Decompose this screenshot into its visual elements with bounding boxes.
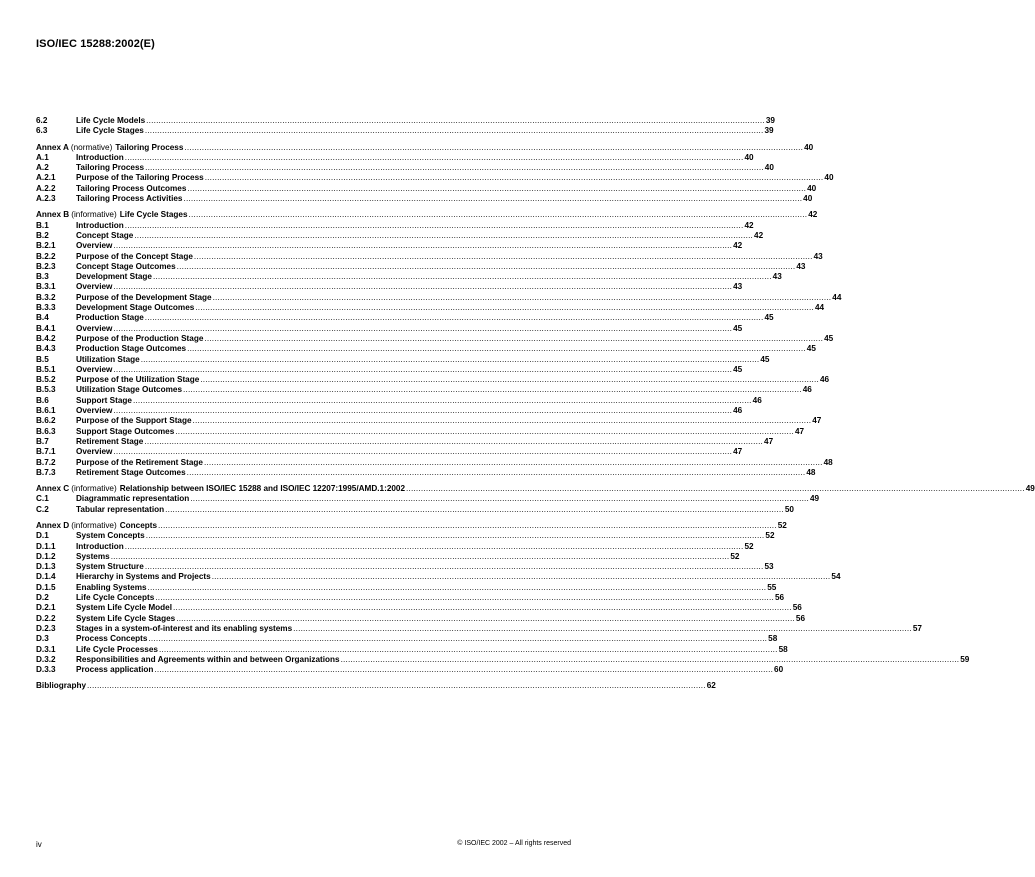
dot-leader (183, 385, 802, 395)
entry-number: B.7.3 (36, 467, 56, 477)
entry-title: System Life Cycle Model (76, 603, 173, 613)
entry-page-number: 44 (814, 303, 825, 313)
entry-title: Overview (76, 406, 113, 416)
entry-number: B.4.2 (36, 333, 56, 343)
entry-number: B.3.2 (36, 292, 56, 302)
entry-title: Tabular representation (76, 504, 165, 514)
dot-leader (153, 272, 772, 282)
entry-number: C.1 (36, 494, 49, 504)
entry-title: Concept Stage Outcomes (76, 261, 176, 271)
entry-title: Concept Stage (76, 230, 134, 240)
entry-number: B.4 (36, 313, 49, 323)
entry-number: D.2.2 (36, 613, 56, 623)
entry-title: Systems (76, 551, 110, 561)
dot-leader (111, 552, 730, 562)
entry-title: Support Stage Outcomes (76, 426, 175, 436)
entry-number: D.1 (36, 531, 49, 541)
dot-leader (155, 593, 774, 603)
toc-entry[interactable] (36, 241, 743, 251)
annex-title: Tailoring Process (115, 142, 184, 152)
toc-entry[interactable] (36, 395, 762, 406)
dot-leader (195, 303, 814, 313)
annex-kind: (informative) (71, 210, 117, 220)
entry-title: Process Concepts (76, 634, 148, 644)
dot-leader (125, 221, 744, 231)
entry-number: D.1.3 (36, 562, 56, 572)
dot-leader (173, 603, 792, 613)
toc-annex-entry[interactable] (36, 520, 787, 531)
toc-entry[interactable] (36, 613, 806, 624)
entry-page-number: 55 (767, 582, 777, 592)
entry-title: Life Cycle Stages (76, 126, 144, 136)
dot-leader (187, 184, 806, 194)
entry-title: Retirement Stage (76, 436, 144, 446)
entry-page-number: 43 (796, 261, 806, 271)
toc-entry[interactable] (36, 457, 833, 468)
entry-title: Purpose of the Utilization Stage (76, 375, 200, 385)
entry-title: Retirement Stage Outcomes (76, 467, 186, 477)
entry-page-number: 40 (764, 163, 774, 173)
dot-leader (133, 396, 752, 406)
entry-page-number: 40 (807, 183, 817, 193)
entry-number: D.1.1 (36, 541, 56, 551)
entry-title: Hierarchy in Systems and Projects (76, 572, 211, 582)
entry-page-number: 52 (765, 531, 775, 541)
entry-title: Production Stage (76, 313, 144, 323)
toc-entry[interactable] (36, 261, 806, 272)
toc-group (36, 116, 775, 137)
dot-leader (145, 313, 764, 323)
entry-title: Overview (76, 323, 113, 333)
dot-leader (125, 542, 744, 552)
document-id-header: ISO/IEC 15288:2002(E) (36, 38, 155, 50)
entry-title: Process application (76, 665, 154, 675)
entry-number: B.7.2 (36, 457, 56, 467)
entry-number: B.3.1 (36, 282, 56, 292)
entry-number: D.2.3 (36, 623, 56, 633)
annex-kind: (informative) (71, 520, 117, 530)
entry-page-number: 47 (764, 436, 774, 446)
dot-leader (187, 344, 806, 354)
entry-number: B.1 (36, 220, 49, 230)
dot-leader (113, 282, 732, 292)
dot-leader (146, 116, 765, 126)
toc-entry[interactable] (36, 116, 775, 126)
entry-page-number: 52 (744, 541, 754, 551)
entry-page-number: 45 (733, 323, 743, 333)
entry-number: A.2 (36, 163, 49, 173)
entry-title: Development Stage (76, 272, 152, 282)
entry-number: B.5 (36, 354, 49, 364)
dot-leader (193, 416, 812, 426)
dot-leader (341, 655, 960, 665)
annex-title: Relationship between ISO/IEC 15288 and ISO/IEC 12207:1995/AMD.1:2002 (119, 484, 406, 494)
toc-entry[interactable] (36, 436, 774, 447)
dot-leader (194, 252, 813, 262)
entry-page-number: 49 (810, 494, 820, 504)
dot-leader (183, 194, 802, 204)
entry-page-number: 45 (806, 344, 816, 354)
annex-label: Annex A (36, 142, 69, 152)
dot-leader (200, 375, 819, 385)
entry-title: Introduction (76, 152, 124, 162)
dot-leader (125, 153, 744, 163)
toc-group (36, 681, 716, 691)
entry-number: D.2.1 (36, 603, 56, 613)
entry-page-number: 58 (768, 634, 778, 644)
entry-title: Overview (76, 447, 113, 457)
entry-page-number: 52 (730, 551, 740, 561)
entry-title: Purpose of the Production Stage (76, 333, 204, 343)
entry-page-number: 42 (754, 230, 764, 240)
toc-entry[interactable] (36, 504, 794, 515)
dot-leader (113, 406, 732, 416)
entry-page-number: 46 (802, 385, 812, 395)
entry-title: Overview (76, 241, 113, 251)
entry-number: B.3.3 (36, 303, 56, 313)
dot-leader (154, 665, 773, 675)
entry-number: B.5.3 (36, 385, 56, 395)
dot-leader (212, 572, 831, 582)
entry-number: 6.3 (36, 126, 48, 136)
dot-leader (146, 531, 765, 541)
dot-leader (159, 645, 778, 655)
entry-page-number: 46 (733, 406, 743, 416)
toc-entry[interactable] (36, 323, 743, 334)
annex-kind: (informative) (71, 484, 117, 494)
entry-page-number: 58 (778, 644, 788, 654)
toc-entry[interactable] (36, 582, 777, 593)
entry-page-number: 45 (733, 364, 743, 374)
dot-leader (113, 241, 732, 251)
entry-number: B.7.1 (36, 447, 56, 457)
dot-leader (189, 210, 808, 220)
entry-number: D.1.5 (36, 582, 56, 592)
toc-entry[interactable] (36, 375, 830, 385)
toc-entry[interactable] (36, 126, 774, 136)
annex-page-number: 49 (1025, 484, 1035, 494)
toc-entry[interactable] (36, 173, 834, 183)
toc-entry[interactable] (36, 303, 825, 313)
entry-title: Purpose of the Development Stage (76, 292, 212, 302)
entry-number: D.3.1 (36, 644, 56, 654)
entry-title: System Concepts (76, 531, 145, 541)
toc-entry[interactable] (36, 251, 823, 262)
toc-group (36, 142, 834, 205)
annex-page-number: 42 (808, 210, 818, 220)
toc-group (36, 210, 842, 478)
dot-leader (184, 143, 803, 153)
entry-title: Development Stage Outcomes (76, 303, 195, 313)
toc-entry[interactable] (36, 623, 922, 634)
dot-leader (141, 355, 760, 365)
entry-page-number: 54 (831, 572, 841, 582)
dot-leader (406, 484, 1025, 494)
toc-entry[interactable] (36, 654, 970, 665)
entry-title: Tailoring Process (76, 163, 145, 173)
toc-entry[interactable] (36, 644, 788, 655)
entry-page-number: 48 (806, 467, 816, 477)
entry-number: B.5.2 (36, 375, 56, 385)
entry-title: Introduction (76, 220, 124, 230)
dot-leader (134, 231, 753, 241)
dot-leader (177, 262, 796, 272)
dot-leader (158, 521, 777, 531)
entry-number: C.2 (36, 504, 49, 514)
entry-number: D.1.2 (36, 551, 56, 561)
entry-page-number: 53 (764, 562, 774, 572)
entry-number: A.1 (36, 152, 49, 162)
dot-leader (204, 458, 823, 468)
entry-page-number: 47 (794, 426, 805, 436)
entry-number: B.7 (36, 436, 49, 446)
toc-entry[interactable] (36, 416, 822, 426)
entry-page-number: 48 (823, 457, 833, 467)
entry-title: System Life Cycle Stages (76, 613, 176, 623)
toc-entry[interactable] (36, 494, 820, 504)
entry-number: B.6.2 (36, 416, 56, 426)
toc-entry[interactable] (36, 634, 778, 644)
entry-page-number: 45 (824, 333, 834, 343)
toc-annex-entry[interactable] (36, 210, 818, 220)
dot-leader (145, 562, 764, 572)
toc-entry[interactable] (36, 292, 842, 303)
toc-entry[interactable] (36, 152, 754, 163)
entry-page-number: 46 (752, 395, 762, 405)
entry-page-number: 45 (764, 313, 774, 323)
entry-page-number: 42 (744, 220, 754, 230)
entry-title: Life Cycle Concepts (76, 593, 155, 603)
toc-group (36, 520, 970, 675)
entry-number: D.1.4 (36, 572, 56, 582)
entry-title: Overview (76, 364, 113, 374)
entry-page-number: 56 (774, 593, 785, 603)
entry-page-number: 43 (813, 251, 823, 261)
annex-title: Concepts (119, 520, 158, 530)
dot-leader (213, 293, 832, 303)
dot-leader (187, 468, 806, 478)
entry-page-number: 56 (795, 613, 806, 623)
entry-page-number: 45 (760, 354, 770, 364)
entry-number: B.2.3 (36, 261, 56, 271)
toc-entry[interactable] (36, 406, 743, 416)
entry-title: Purpose of the Tailoring Process (76, 173, 204, 183)
entry-page-number: 40 (803, 194, 813, 204)
entry-title: Introduction (76, 541, 124, 551)
entry-title: Tailoring Process Outcomes (76, 183, 187, 193)
toc-entry[interactable] (36, 220, 754, 231)
dot-leader (145, 163, 764, 173)
annex-title: Life Cycle Stages (119, 210, 188, 220)
annex-label: Annex D (36, 520, 70, 530)
entry-page-number: 43 (772, 272, 782, 282)
dot-leader (205, 173, 824, 183)
entry-title: Responsibilities and Agreements within and between Organizations (76, 654, 340, 664)
entry-number: D.2 (36, 593, 49, 603)
entry-number: D.3 (36, 634, 49, 644)
dot-leader (148, 583, 767, 593)
entry-title: Tailoring Process Activities (76, 194, 183, 204)
dot-leader (113, 447, 732, 457)
dot-leader (87, 681, 706, 691)
annex-page-number: 40 (804, 142, 814, 152)
entry-number: B.4.1 (36, 323, 56, 333)
dot-leader (148, 634, 767, 644)
dot-leader (165, 505, 784, 515)
entry-page-number: 43 (733, 282, 743, 292)
toc-entry[interactable] (36, 163, 774, 173)
toc-entry[interactable] (36, 354, 770, 365)
toc-entry[interactable] (36, 562, 774, 572)
toc-entry[interactable] (36, 194, 813, 204)
entry-number: A.2.2 (36, 183, 56, 193)
entry-number: B.6.1 (36, 406, 56, 416)
annex-label: Annex C (36, 484, 70, 494)
entry-page-number: 47 (733, 447, 743, 457)
entry-number: B.3 (36, 272, 49, 282)
toc-entry[interactable] (36, 593, 785, 603)
entry-title: Stages in a system-of-interest and its enabling systems (76, 623, 293, 633)
toc-entry[interactable] (36, 572, 841, 582)
entry-title: Diagrammatic representation (76, 494, 190, 504)
entry-title: Life Cycle Models (76, 116, 146, 125)
entry-title: Purpose of the Concept Stage (76, 251, 193, 261)
entry-page-number: 42 (733, 241, 743, 251)
entry-title: System Structure (76, 562, 144, 572)
page-number: iv (36, 840, 42, 849)
toc-entry[interactable] (36, 603, 802, 613)
dot-leader (144, 437, 763, 447)
entry-title: Purpose of the Support Stage (76, 416, 192, 426)
toc-annex-entry[interactable] (36, 142, 814, 153)
toc-entry[interactable] (36, 333, 834, 344)
entry-title: Production Stage Outcomes (76, 344, 187, 354)
dot-leader (113, 365, 732, 375)
dot-leader (113, 324, 732, 334)
entry-page-number: 40 (824, 173, 834, 183)
toc-entry[interactable] (36, 426, 805, 437)
entry-number: B.5.1 (36, 364, 56, 374)
toc-entry[interactable] (36, 551, 740, 562)
entry-page-number: 59 (960, 654, 970, 664)
entry-number: A.2.1 (36, 173, 56, 183)
entry-page-number: 60 (774, 665, 784, 675)
toc-entry[interactable] (36, 313, 774, 323)
entry-title: Enabling Systems (76, 582, 147, 592)
entry-number: B.2.2 (36, 251, 56, 261)
entry-title: Life Cycle Processes (76, 644, 158, 654)
toc-entry[interactable] (36, 230, 764, 241)
entry-number: D.3.2 (36, 654, 56, 664)
toc-entry[interactable] (36, 541, 754, 552)
entry-page-number: 39 (764, 126, 774, 136)
toc-entry[interactable] (36, 467, 816, 478)
toc-annex-entry[interactable] (36, 681, 716, 691)
table-of-contents (36, 116, 1035, 698)
entry-number: 6.2 (36, 116, 48, 125)
entry-page-number: 56 (792, 603, 802, 613)
entry-title: Utilization Stage (76, 354, 140, 364)
entry-number: B.6 (36, 395, 49, 405)
entry-number: D.3.3 (36, 665, 56, 675)
entry-title: Purpose of the Retirement Stage (76, 457, 203, 467)
dot-leader (176, 614, 795, 624)
entry-number: A.2.3 (36, 194, 56, 204)
annex-page-number: 52 (777, 520, 787, 530)
entry-title: Overview (76, 282, 113, 292)
dot-leader (145, 126, 764, 136)
toc-entry[interactable] (36, 385, 812, 395)
entry-page-number: 40 (744, 152, 754, 162)
toc-entry[interactable] (36, 344, 816, 354)
entry-page-number: 50 (784, 504, 794, 514)
copyright-notice: © ISO/IEC 2002 – All rights reserved (457, 840, 571, 847)
toc-entry[interactable] (36, 665, 784, 675)
entry-page-number: 47 (812, 416, 822, 426)
toc-entry[interactable] (36, 447, 743, 457)
entry-number: B.2 (36, 230, 49, 240)
dot-leader (293, 624, 912, 634)
annex-kind: (normative) (70, 142, 113, 152)
toc-entry[interactable] (36, 183, 817, 194)
toc-entry[interactable] (36, 282, 743, 292)
entry-page-number: 57 (912, 623, 922, 633)
toc-entry[interactable] (36, 272, 782, 282)
entry-page-number: 46 (819, 375, 830, 385)
entry-number: B.4.3 (36, 344, 56, 354)
toc-annex-entry[interactable] (36, 484, 1035, 494)
entry-title: Support Stage (76, 395, 132, 405)
toc-group (36, 484, 1035, 515)
annex-label: Annex B (36, 210, 70, 220)
dot-leader (190, 494, 809, 504)
annex-page-number: 62 (706, 681, 716, 691)
entry-number: B.2.1 (36, 241, 56, 251)
entry-page-number: 44 (832, 292, 842, 302)
annex-label: Bibliography (36, 681, 87, 691)
toc-entry[interactable] (36, 531, 775, 541)
entry-page-number: 39 (765, 116, 775, 125)
dot-leader (175, 427, 794, 437)
entry-number: B.6.3 (36, 426, 56, 436)
toc-entry[interactable] (36, 364, 743, 375)
entry-title: Utilization Stage Outcomes (76, 385, 182, 395)
dot-leader (204, 334, 823, 344)
